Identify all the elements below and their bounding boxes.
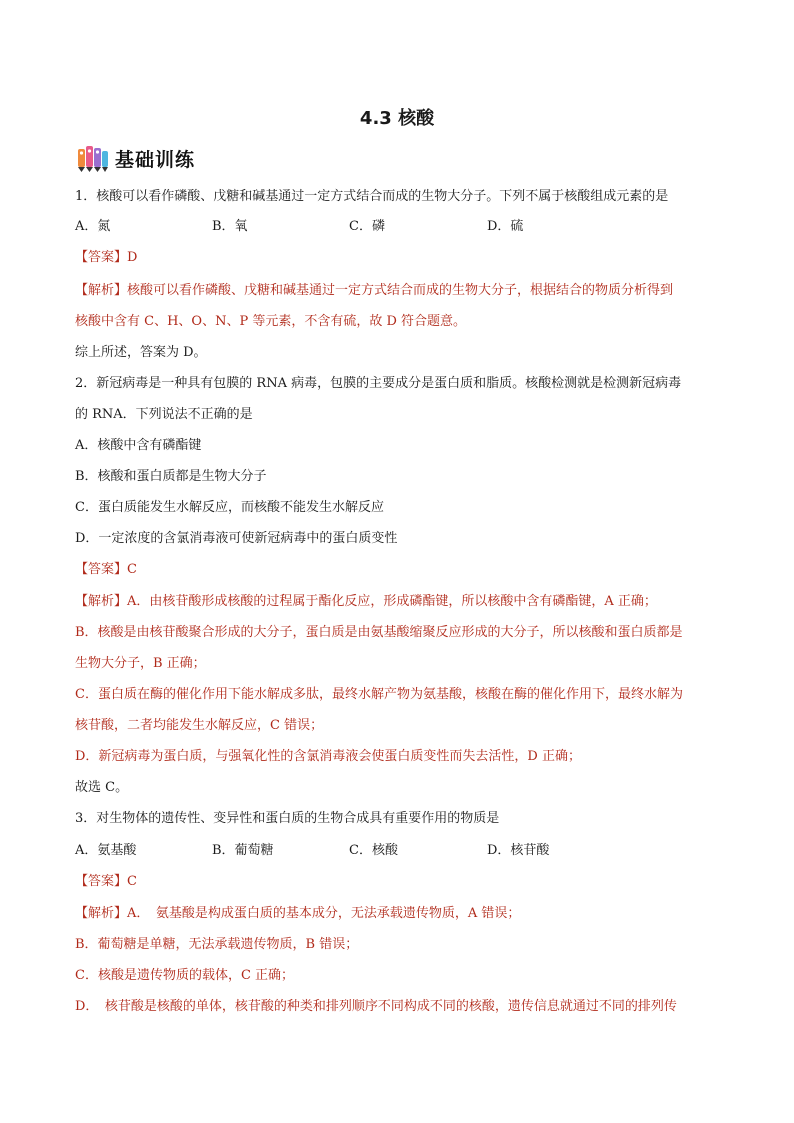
q2-option-d: D．一定浓度的含氯消毒液可使新冠病毒中的蛋白质变性 <box>75 531 398 546</box>
answer-tag: 【答案】 <box>75 250 128 265</box>
q2-option-b: B．核酸和蛋白质都是生物大分子 <box>75 469 267 484</box>
q2-analysis-d: D．新冠病毒为蛋白质，与强氧化性的含氯消毒液会使蛋白质变性而失去活性，D 正确； <box>75 749 581 764</box>
analysis-tag: 【解析】 <box>75 906 128 921</box>
q2-analysis-b2: 生物大分子，B 正确； <box>75 656 206 671</box>
q2-analysis-line-a <box>75 593 657 610</box>
q2-answer: C <box>127 562 137 577</box>
question-3-stem: 3．对生物体的遗传性、变异性和蛋白质的生物合成具有重要作用的物质是 <box>75 811 500 826</box>
question-2-stem-2: 的 RNA．下列说法不正确的是 <box>75 407 253 422</box>
section-header <box>75 141 195 175</box>
q2-answer-line <box>75 561 137 578</box>
q2-analysis-a: A．由核苷酸形成核酸的过程属于酯化反应，形成磷酯键，所以核酸中含有磷酯键，A 正确； <box>127 594 657 609</box>
q1-option-c: C．磷 <box>349 219 385 234</box>
q3-analysis-c: C．核酸是遗传物质的载体，C 正确； <box>75 968 295 983</box>
q1-option-d: D．硫 <box>487 219 524 234</box>
q3-option-b: B．葡萄糖 <box>212 843 274 858</box>
q3-option-c: C．核酸 <box>349 843 398 858</box>
q3-analysis-d: D． 核苷酸是核酸的单体，核苷酸的种类和排列顺序不同构成不同的核酸，遗传信息就通过不同的排列传 <box>75 999 677 1014</box>
section-label: 基础训练 <box>115 148 196 171</box>
q2-option-a: A．核酸中含有磷酯键 <box>75 438 202 453</box>
q3-answer-line <box>75 873 137 890</box>
q2-analysis-c2: 核苷酸，二者均能发生水解反应，C 错误； <box>75 718 324 733</box>
q3-option-a: A．氨基酸 <box>75 843 137 858</box>
question-1-stem: 1．核酸可以看作磷酸、戊糖和碱基通过一定方式结合而成的生物大分子。下列不属于核酸组成元素的是 <box>75 189 669 204</box>
q1-summary: 综上所述，答案为 D。 <box>75 345 207 360</box>
q1-analysis-1: 核酸可以看作磷酸、戊糖和碱基通过一定方式结合而成的生物大分子，根据结合的物质分析得到 <box>127 283 674 298</box>
answer-tag: 【答案】 <box>75 562 128 577</box>
q2-analysis-c1: C．蛋白质在酶的催化作用下能水解成多肽，最终水解产物为氨基酸，核酸在酶的催化作用下，最终水解为 <box>75 687 683 702</box>
q1-option-a: A．氮 <box>75 219 111 234</box>
question-2-stem-1: 2．新冠病毒是一种具有包膜的 RNA 病毒，包膜的主要成分是蛋白质和脂质。核酸检测就是检测新冠病毒 <box>75 376 682 391</box>
q2-analysis-b1: B．核酸是由核苷酸聚合形成的大分子，蛋白质是由氨基酸缩聚反应形成的大分子，所以核酸和蛋白质都是 <box>75 625 683 640</box>
pencils-icon <box>75 143 111 173</box>
q1-analysis-2: 核酸中含有 C、H、O、N、P 等元素，不含有硫，故 D 符合题意。 <box>75 314 467 329</box>
q1-answer-line <box>75 249 137 266</box>
analysis-tag: 【解析】 <box>75 594 128 609</box>
q3-analysis-a: A． 氨基酸是构成蛋白质的基本成分，无法承载遗传物质，A 错误； <box>127 906 521 921</box>
q3-analysis-line-a <box>75 905 520 922</box>
q1-analysis-line-1 <box>75 282 673 299</box>
q3-option-d: D．核苷酸 <box>487 843 550 858</box>
analysis-tag: 【解析】 <box>75 283 128 298</box>
q3-analysis-b: B．葡萄糖是单糖，无法承载遗传物质，B 错误； <box>75 937 359 952</box>
q1-option-b: B．氧 <box>212 219 248 234</box>
q2-option-c: C．蛋白质能发生水解反应，而核酸不能发生水解反应 <box>75 500 384 515</box>
page-title: 4.3 核酸 <box>359 108 435 129</box>
answer-tag: 【答案】 <box>75 874 128 889</box>
q1-answer: D <box>127 250 138 265</box>
q3-answer: C <box>127 874 137 889</box>
q2-conclusion: 故选 C。 <box>75 780 129 795</box>
